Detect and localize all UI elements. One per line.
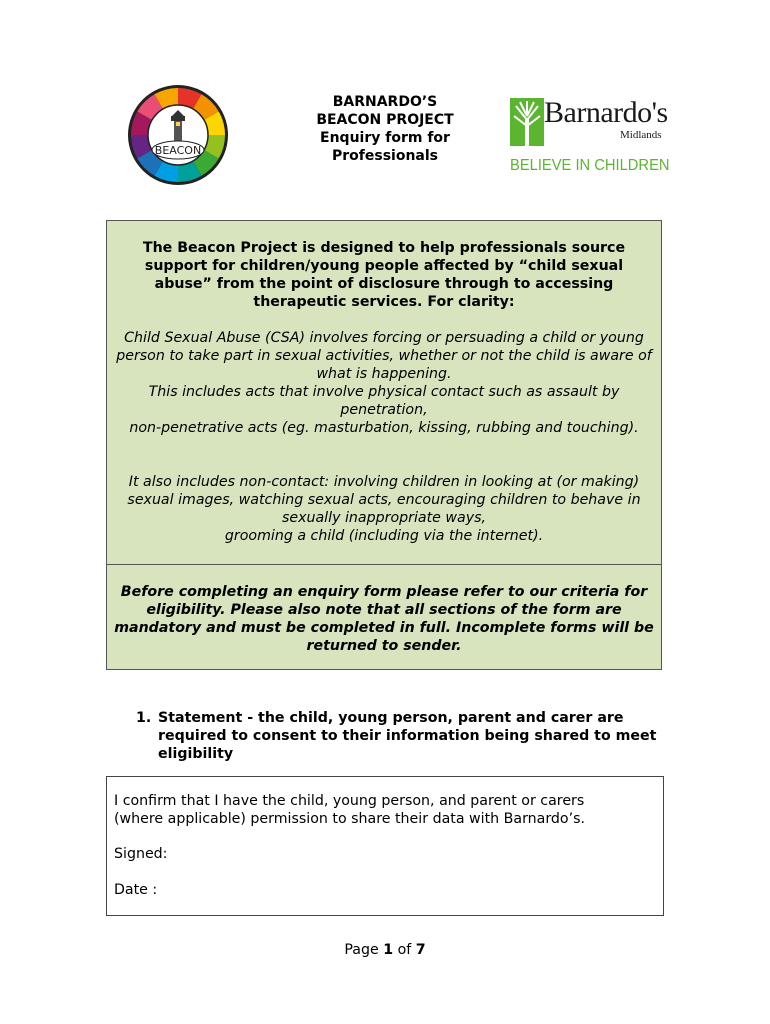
criteria-note: Before completing an enquiry form please refer to our criteria for eligibility. Please also note that all sections of the form are mandatory and must be completed in full. Incomplete forms will be returned to sender. [114,584,654,654]
title-org: BARNARDO’S [332,94,438,110]
page-footer [0,942,770,958]
date-field[interactable]: Date : [114,882,158,898]
title-project: BEACON PROJECT [316,112,454,128]
section-heading: Statement - the child, young person, parent and carer are required to consent to their information being shared to meet eligibility [158,710,657,762]
csa-definition [111,329,657,437]
page-total: 7 [415,942,426,958]
csa-line: non-penetrative acts (eg. masturbation, kissing, rubbing and touching). [129,420,639,436]
beacon-logo-text: BEACON [154,144,202,157]
page-current: 1 [383,942,394,958]
csa-line: This includes acts that involve physical contact such as assault by penetration, [148,384,620,418]
non-contact-line: grooming a child (including via the internet). [224,528,544,544]
consent-box [106,776,664,916]
document-title [300,93,470,165]
beacon-logo [127,84,229,186]
intro-box [106,220,662,670]
section-number: 1. [136,710,152,726]
barnardos-region: Midlands [620,129,662,141]
of-word: of [397,942,412,958]
non-contact-line: It also includes non-contact: involving children in looking at (or making) sexual images, watching sexual acts, encouraging children to behave in sexually inappropriate ways, [127,474,641,526]
page-word: Page [344,942,379,958]
consent-statement: I confirm that I have the child, young person, and parent or carers (where applicable) permission to share their data with Barnardo’s. [114,793,586,827]
box-divider [107,564,661,565]
barnardos-tagline: BELIEVE IN CHILDREN [510,157,670,174]
non-contact-definition [111,473,657,545]
barnardos-tree-icon [510,98,544,146]
barnardos-name: Barnardo's [544,96,668,129]
csa-line: Child Sexual Abuse (CSA) involves forcing or persuading a child or young person to take part in sexual activities, whether or not the child is aware of what is happening. [116,330,652,382]
title-form: Enquiry form for Professionals [320,130,450,164]
intro-text: The Beacon Project is designed to help professionals source support for children/young people affected by “child sexual abuse” from the point of disclosure through to accessing therapeutic services. For clarity: [142,240,626,310]
barnardos-logo [508,96,668,178]
signed-field[interactable]: Signed: [114,846,168,862]
